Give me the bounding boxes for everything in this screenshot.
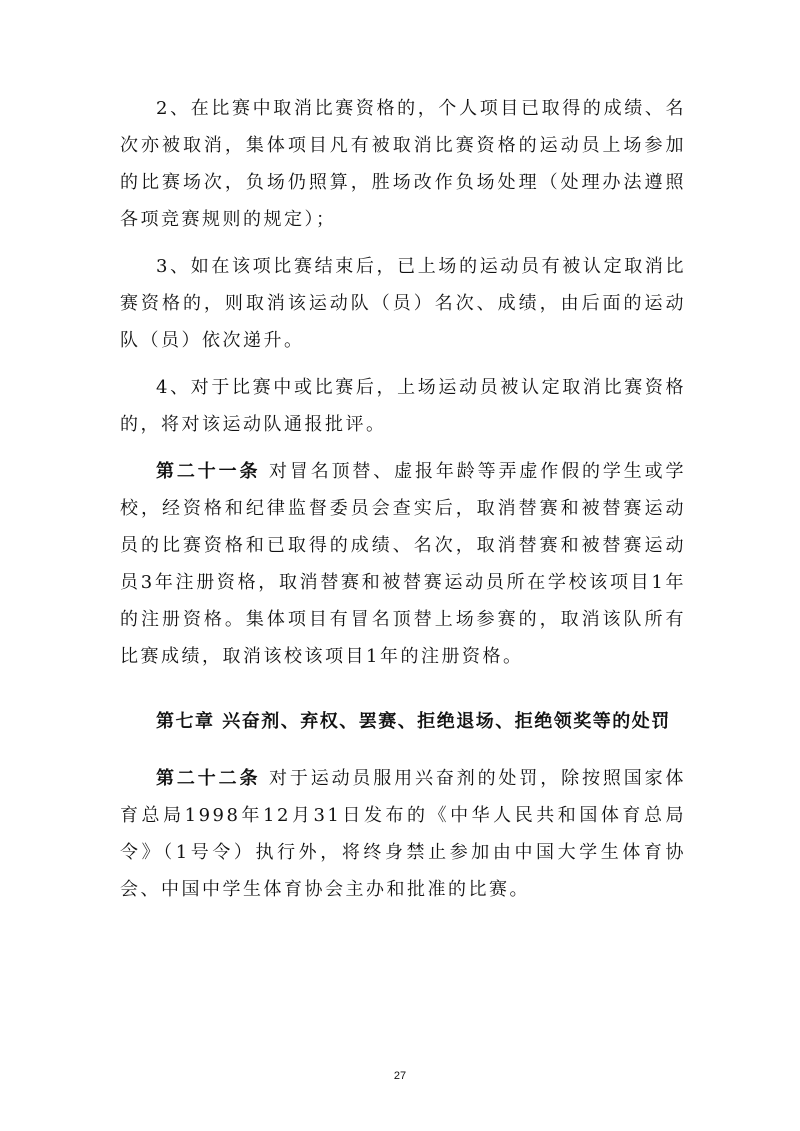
page-content — [120, 90, 686, 908]
article-21-heading: 第二十一条 — [156, 461, 261, 482]
article-22-text: 对于运动员服用兴奋剂的处罚，除按照国家体育总局1998年12月31日发布的《中华人民共和国体育总局令》（1号令）执行外，将终身禁止参加由中国大学生体育协会、中国中学生体育协会主办和批准的比赛。 — [120, 768, 686, 900]
article-21 — [120, 453, 686, 675]
chapter-7-title: 第七章 兴奋剂、弃权、罢赛、拒绝退场、拒绝领奖等的处罚 — [156, 711, 671, 732]
paragraph-item-3: 3、如在该项比赛结束后，已上场的运动员有被认定取消比赛资格的，则取消该运动队（员）名次、成绩，由后面的运动队（员）依次递升。 — [120, 256, 686, 351]
paragraph-item-2: 2、在比赛中取消比赛资格的，个人项目已取得的成绩、名次亦被取消，集体项目凡有被取消比赛资格的运动员上场参加的比赛场次，负场仍照算，胜场改作负场处理（处理办法遵照各项竞赛规则的规定）； — [120, 98, 686, 230]
article-22 — [120, 760, 686, 908]
page-number: 27 — [393, 1070, 407, 1082]
article-21-text: 对冒名顶替、虚报年龄等弄虚作假的学生或学校，经资格和纪律监督委员会查实后，取消替赛和被替赛运动员的比赛资格和已取得的成绩、名次，取消替赛和被替赛运动员3年注册资格，取消替赛和被替赛运动员所在学校该项目1年的注册资格。集体项目有冒名顶替上场参赛的，取消该队所有比赛成绩，取消该校该项目1年的注册资格。 — [120, 461, 686, 667]
article-22-heading: 第二十二条 — [156, 768, 261, 789]
paragraph-item-4: 4、对于比赛中或比赛后，上场运动员被认定取消比赛资格的，将对该运动队通报批评。 — [120, 377, 686, 435]
